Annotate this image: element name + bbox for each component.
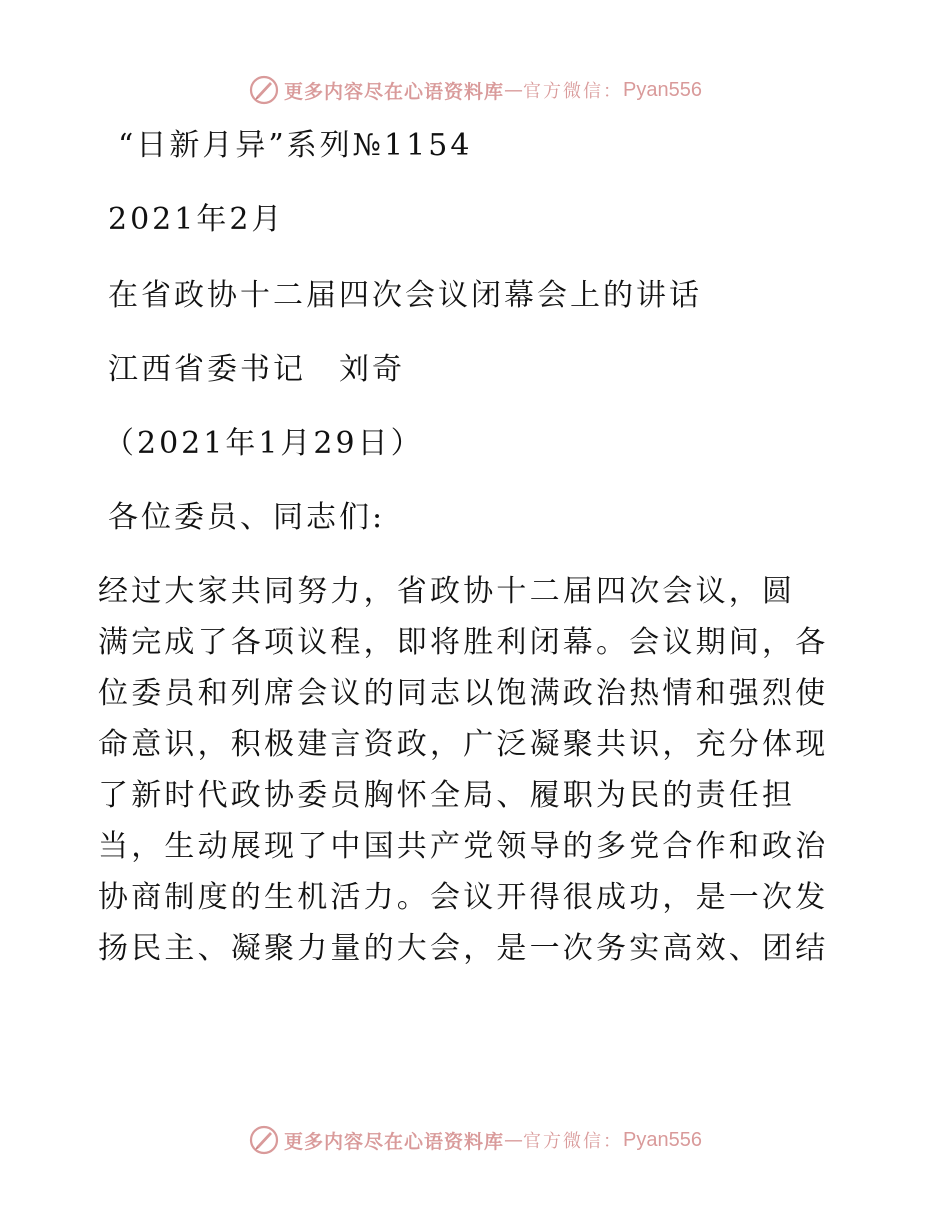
body-line: 满完成了各项议程，即将胜利闭幕。会议期间，各 (98, 625, 829, 660)
watermark-text: 更多内容尽在心语资料库 (284, 80, 505, 103)
watermark-id: Pyan556 (623, 78, 702, 101)
doc-title: 在省政协十二届四次会议闭幕会上的讲话 (108, 278, 702, 313)
body-line: 经过大家共同努力，省政协十二届四次会议，圆 (98, 574, 796, 609)
watermark-text: 更多内容尽在心语资料库 (284, 1130, 505, 1153)
doc-date: 2021年2月 (108, 202, 285, 237)
body-line: 了新时代政协委员胸怀全局、履职为民的责任担 (98, 778, 796, 813)
speech-date: （2021年1月29日） (104, 426, 424, 461)
doc-author: 江西省委书记 刘奇 (108, 352, 405, 387)
quill-logo-icon (248, 1124, 280, 1156)
body-line: 扬民主、凝聚力量的大会，是一次务实高效、团结 (98, 931, 829, 966)
body-line: 命意识，积极建言资政，广泛凝聚共识，充分体现 (98, 727, 829, 762)
watermark-dash: — (504, 1129, 524, 1151)
body-line: 位委员和列席会议的同志以饱满政治热情和强烈使 (98, 676, 829, 711)
watermark-official: 官方微信： (523, 1131, 624, 1152)
watermark-header (0, 70, 950, 110)
watermark-dash: — (504, 79, 524, 101)
body-line: 当，生动展现了中国共产党领导的多党合作和政治 (98, 829, 829, 864)
quill-logo-icon (248, 74, 280, 106)
watermark-id: Pyan556 (623, 1128, 702, 1151)
body-line: 协商制度的生机活力。会议开得很成功，是一次发 (98, 880, 829, 915)
watermark-footer (0, 1120, 950, 1160)
salutation: 各位委员、同志们: (108, 500, 386, 535)
series-label: “日新月异”系列№1154 (118, 128, 473, 163)
body-paragraph (98, 566, 858, 974)
watermark-official: 官方微信： (523, 81, 624, 102)
